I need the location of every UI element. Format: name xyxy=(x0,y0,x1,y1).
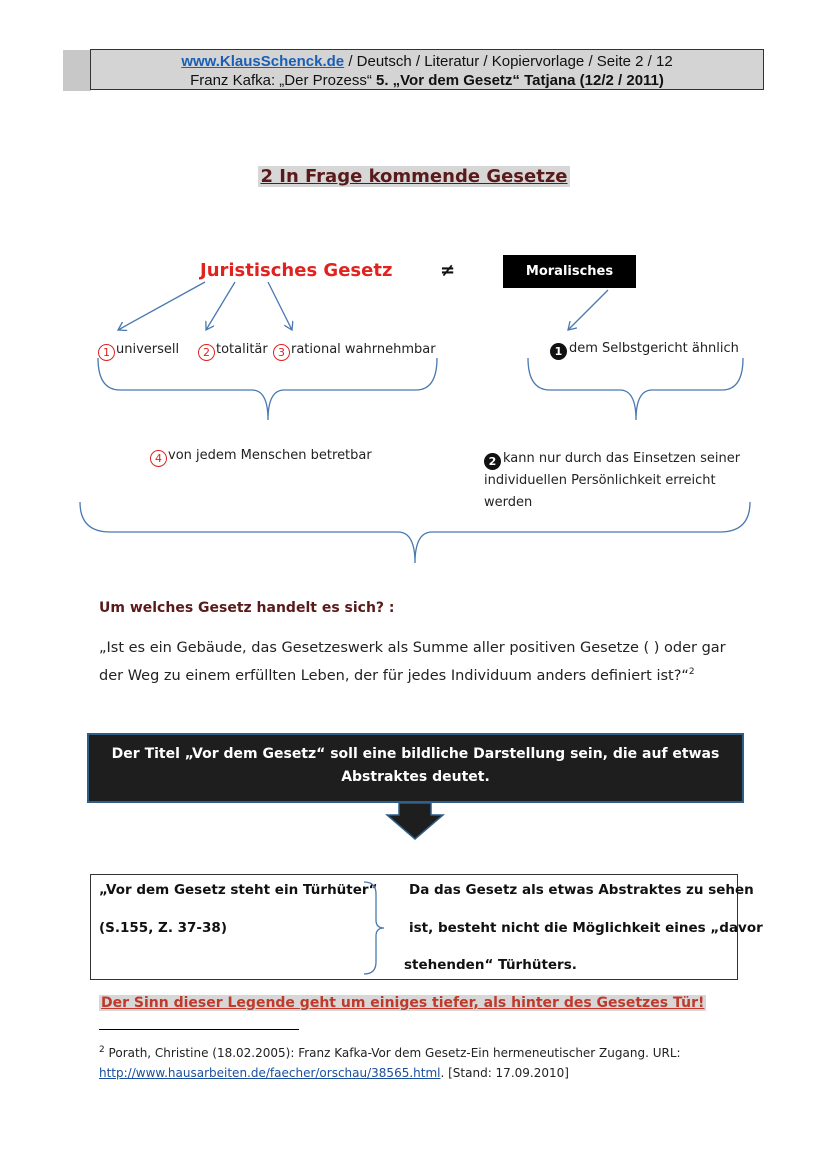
circled-number: 2 xyxy=(198,344,215,361)
header-chapter: 5. „Vor dem Gesetz“ Tatjana (12/2 / 2011) xyxy=(375,72,664,89)
footnote-url-link[interactable]: http://www.hausarbeiten.de/faecher/orschau/38565.html xyxy=(99,1066,441,1080)
explanation-line-2: ist, besteht nicht die Möglichkeit eines „davor xyxy=(409,920,763,936)
footnote-ref: 2 xyxy=(688,667,695,677)
sinn-statement: Der Sinn dieser Legende geht um einiges tiefer, als hinter des Gesetzes Tür! xyxy=(101,995,705,1011)
footnote-separator xyxy=(99,1029,299,1030)
not-equal-sign: ≠ xyxy=(440,260,456,281)
arrow-to-universell xyxy=(118,282,205,330)
arrow-to-selbstgericht xyxy=(568,290,608,330)
arrow-to-rational xyxy=(268,282,292,330)
circled-number: 4 xyxy=(150,450,167,467)
section-title: 2 In Frage kommende Gesetze xyxy=(260,166,568,187)
item-rational: 3 rational wahrnehmbar xyxy=(273,342,436,361)
footnote: $^2$ Porath, Christine (18.02.2005): Franz Kafka-Vor dem Gesetz-Ein hermeneutischer Zugang. URL: http://www.hausarbeiten.de/faecher/orschau/38565.html. [Stand: 17.09.2010] xyxy=(99,1045,681,1080)
quote-reference: (S.155, Z. 37-38) xyxy=(99,920,227,936)
filled-number: 2 xyxy=(484,453,501,470)
left-brace xyxy=(98,358,437,420)
item-totalitaer: 2 totalitär xyxy=(198,342,268,361)
juristisches-gesetz-label: Juristisches Gesetz xyxy=(200,260,393,281)
table-brace xyxy=(360,880,390,976)
moralisches-gesetz-label: Moralisches Gesetz xyxy=(503,255,636,288)
explanation-line-3: stehenden“ Türhüters. xyxy=(404,957,577,973)
item-selbstgericht: 1 dem Selbstgericht ähnlich xyxy=(550,341,739,360)
title-statement-box: Der Titel „Vor dem Gesetz“ soll eine bildliche Darstellung sein, die auf etwas Abstraktes deutet. xyxy=(87,733,744,803)
footnote-number: 2 xyxy=(99,1045,105,1055)
question-heading: Um welches Gesetz handelt es sich? : xyxy=(99,600,395,616)
filled-number: 1 xyxy=(550,343,567,360)
down-arrow-icon xyxy=(385,803,445,841)
explanation-line-1: Da das Gesetz als etwas Abstraktes zu sehen xyxy=(409,882,754,898)
header-work: Franz Kafka: „Der Prozess“ xyxy=(190,72,376,89)
site-link[interactable]: www.KlausSchenck.de xyxy=(181,53,345,70)
quote-citation: „Vor dem Gesetz steht ein Türhüter“ xyxy=(99,882,378,898)
item-persoenlichkeit: 2 kann nur durch das Einsetzen seiner individuellen Persönlichkeit erreicht werden xyxy=(484,451,741,510)
right-brace xyxy=(528,358,743,420)
question-quote: „Ist es ein Gebäude, das Gesetzeswerk als Summe aller positiven Gesetze ( ) oder gar der Weg zu einem erfüllten Leben, der für jedes Individuum anders definiert ist?“$^2$ xyxy=(99,640,726,684)
circled-number: 1 xyxy=(98,344,115,361)
arrow-to-totalitaer xyxy=(206,282,235,330)
item-betretbar: 4 von jedem Menschen betretbar xyxy=(150,448,372,467)
circled-number: 3 xyxy=(273,344,290,361)
item-universell: 1 universell xyxy=(98,342,179,361)
header-breadcrumb: / Deutsch / Literatur / Kopiervorlage / Seite 2 / 12 xyxy=(344,53,673,70)
